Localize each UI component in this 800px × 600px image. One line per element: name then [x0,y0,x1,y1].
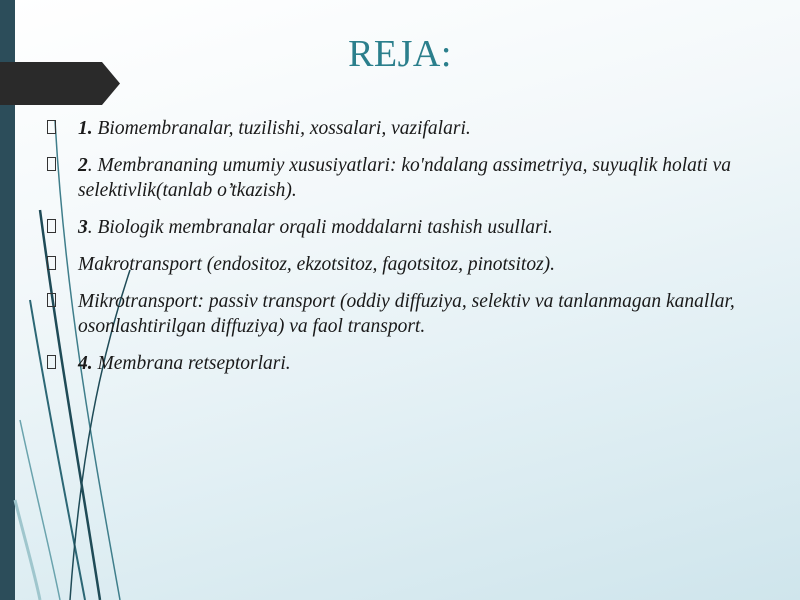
title-tab-shape [0,62,120,105]
agenda-item-2 [47,153,747,203]
bullet-icon [47,256,56,270]
item-number: 2 [78,155,88,176]
item-text: . Membrananing umumiy xususiyatlari: ko'ndalang assimetriya, suyuqlik holati va selektivlik(tanlab o’tkazish). [78,155,732,201]
item-text: . Biologik membranalar orqali moddalarni tashish usullari. [87,217,553,238]
agenda-item-6 [47,351,747,376]
agenda-item-3 [47,215,747,240]
agenda-item-4 [47,252,747,277]
item-number: 3 [78,217,88,238]
agenda-item-1 [47,116,747,141]
bullet-icon [47,219,56,233]
item-text: Mikrotransport: passiv transport (oddiy diffuziya, selektiv va tanlanmagan kanallar, osonlashtirilgan diffuziya) va faol transport. [78,291,735,337]
agenda-item-5 [47,289,747,339]
bullet-icon [47,293,56,307]
item-text: Makrotransport (endositoz, ekzotsitoz, fagotsitoz, pinotsitoz). [78,254,556,275]
bullet-icon [47,157,56,171]
agenda-list [47,116,747,388]
bullet-icon [47,355,56,369]
item-text: Membrana retseptorlari. [92,353,291,374]
item-text: Biomembranalar, tuzilishi, xossalari, vazifalari. [92,118,471,139]
bullet-icon [47,120,56,134]
item-number: 1. [78,118,93,139]
slide-title: REJA: [348,33,452,75]
item-number: 4. [78,353,93,374]
